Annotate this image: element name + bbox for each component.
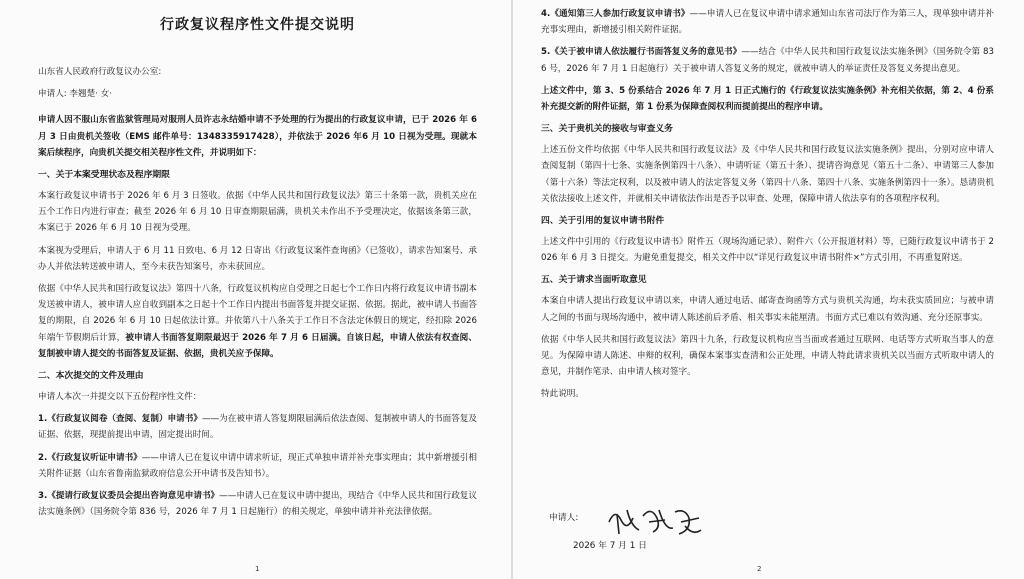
page-number: 1 — [255, 565, 260, 573]
signature-label: 申请人: — [549, 513, 579, 523]
paragraph-inquiry: 本案视为受理后，申请人于 6 月 11 日致电、6 月 12 日寄出《行政复议案件查询函》（已签收），请求告知案号、承办人并依法转送被申请人，至今未获告知案号，亦未获回应。 — [38, 245, 477, 272]
list-item-5-text: ——结合《中华人民共和国行政复议法实施条例》（国务院令第 836 号，2026 年 7 月 1 日起施行）关于被申请人答复义务的规定，就被申请人的举证责任及答复义务提出意见。 — [541, 47, 994, 74]
list-item-5-title: 5.《关于被申请人依法履行书面答复义务的意见书》 — [541, 47, 742, 58]
paragraph-communication: 本案自申请人提出行政复议申请以来，申请人通过电话、邮寄查询函等方式与贵机关沟通，均未获实质回应；与被申请人之间的书面与现场沟通中，被申请人陈述前后矛盾、相关事实未能厘清。书面方式已难以有效沟通、充分还原事实。 — [541, 296, 994, 323]
deadline-text: 依据《中华人民共和国行政复议法》第四十八条，行政复议机构应自受理之日起七个工作日内将行政复议申请书副本发送被申请人，被申请人应自收到副本之日起十个工作日内提出书面答复并提交证据、依据。据此，被申请人书面答复的期限，自 2026 年 6 月 10 日起依法计算。并依第八十八条关于工作日不含法定休假日的规定，经扣除 2026 年端午节假期后计算， — [38, 284, 477, 343]
list-item-1-title: 1.《行政复议阅卷（查阅、复制）申请书》 — [38, 414, 202, 425]
list-item-3 — [38, 488, 477, 520]
list-item-4-title: 4.《通知第三人参加行政复议申请书》 — [541, 9, 690, 19]
list-item-4 — [541, 6, 994, 38]
intro-part-a: 申请人因不服山东省监狱管理局对服刑人员许志永结婚申请不予处理的行为提出的行政复议申请，已于 2026 年 6 月 3 日由贵机关签收（EMS 邮件单号：1348335917428），并依法于 2026 年 — [38, 115, 477, 142]
list-item-3-text: ——申请人已在复议申请中提出，现结合《中华人民共和国行政复议法实施条例》（国务院令第 836 号，2026 年 7 月 1 日起施行）的相关规定，单独申请并补充法律依据。 — [38, 491, 477, 518]
list-item-4-text: ——申请人已在复议申请中请求通知山东省司法厅作为第三人，现单独申请并补充事实理由，新增援引相关附件证据。 — [541, 9, 994, 36]
section-heading-5: 五、关于请求当面听取意见 — [541, 275, 647, 286]
list-item-1 — [38, 411, 477, 443]
intro-part-b: 6 月 10 日视为受理。现就本案后续程序，向贵机关提交相关程序性文件，并说明如下： — [38, 131, 477, 158]
list-item-1-text: ——为在被申请人答复期限届满后依法查阅、复制被申请人的书面答复及证据、依据，现提前提出申请，固定提出时间。 — [38, 414, 477, 441]
document-page-2 — [513, 0, 1024, 579]
document-page-1 — [0, 0, 511, 579]
paragraph-closing: 特此说明。 — [541, 389, 584, 400]
section-heading-4: 四、关于引用的复议申请书附件 — [541, 216, 665, 227]
section-heading-2: 二、本次提交的文件及理由 — [38, 371, 144, 382]
document-title: 行政复议程序性文件提交说明 — [160, 17, 355, 33]
paragraph-deadline — [38, 281, 477, 362]
list-item-2-text: ——申请人已在复议申请中请求听证，现正式单独申请并补充事实理由；其中新增援引相关附件证据（山东省鲁南监狱政府信息公开申请书及告知书）。 — [38, 452, 477, 479]
page-number: 2 — [757, 565, 762, 573]
intro-paragraph — [38, 112, 477, 161]
handwritten-signature — [605, 500, 705, 540]
list-item-3-title: 3.《提请行政复议委员会提出咨询意见申请书》 — [38, 491, 220, 502]
applicant-line: 申请人: 李翘楚· 女· — [38, 89, 112, 100]
paragraph-obligation: 上述五份文件均依据《中华人民共和国行政复议法》及《中华人民共和国行政复议法实施条例》提出，分别对应申请人查阅复制（第四十七条、实施条例第四十八条）、申请听证（第五十条）、提请咨询意见（第五十二条）、申请第三人参加（第十六条）等法定权利，以及被申请人的法定答复义务（第四十八条、第四十八条、实施条例第四十一条）。恳请贵机关依法接收上述文件，并就相关申请依法作出是否予以审查、处理，保障申请人依法享有的各项程序权利。 — [541, 145, 994, 204]
section-heading-1: 一、关于本案受理状态及程序期限 — [38, 170, 170, 181]
deadline-emphasis: 被申请人书面答复期限最迟于 2026 年 7 月 6 日届满。自该日起，申请人依法有权查阅、复制被申请人提交的书面答复及证据、依据，贵机关应予保障。 — [38, 332, 477, 359]
addressee: 山东省人民政府行政复议办公室: — [38, 67, 162, 77]
list-item-2-title: 2.《行政复议听证申请书》 — [38, 452, 142, 463]
signature-date: 2026 年 7 月 1 日 — [573, 541, 647, 551]
paragraph-hearing-request: 依据《中华人民共和国行政复议法》第四十九条，行政复议机构应当当面或者通过互联网、电话等方式听取当事人的意见。为保障申请人陈述、申辩的权利，确保本案事实查清和公正处理，申请人特此请求贵机关以当面方式听取申请人的意见，并制作笔录、由申请人核对签字。 — [541, 334, 994, 378]
paragraph-summary: 上述文件中，第 3、5 份系结合 2026 年 7 月 1 日正式施行的《行政复议法实施条例》补充相关依据，第 2、4 份系补充提交新的附件证据，第 1 份系为保障查阅权利而提前提出的程序申请。 — [541, 85, 994, 113]
paragraph-files-intro: 申请人本次一并提交以下五份程序性文件： — [38, 392, 202, 403]
section-heading-3: 三、关于贵机关的接收与审查义务 — [541, 124, 673, 135]
list-item-5 — [541, 44, 994, 76]
paragraph-attachments: 上述文件中引用的《行政复议申请书》附件五（现场沟通记录）、附件六（公开报道材料）等，已随行政复议申请书于 2026 年 6 月 3 日提交。为避免重复提交，相关文件中以“详见行政复议申请书附件×”方式引用，不再重复附送。 — [541, 237, 994, 264]
list-item-2 — [38, 450, 477, 482]
paragraph-receipt: 本案行政复议申请书于 2026 年 6 月 3 日签收。依据《中华人民共和国行政复议法》第三十条第一款，贵机关应在五个工作日内进行审查；截至 2026 年 6 月 10 日审查期限届满，贵机关未作出不予受理决定，依据该条第三款，本案已于 2026 年 6 月 10 日视为受理。 — [38, 191, 477, 234]
